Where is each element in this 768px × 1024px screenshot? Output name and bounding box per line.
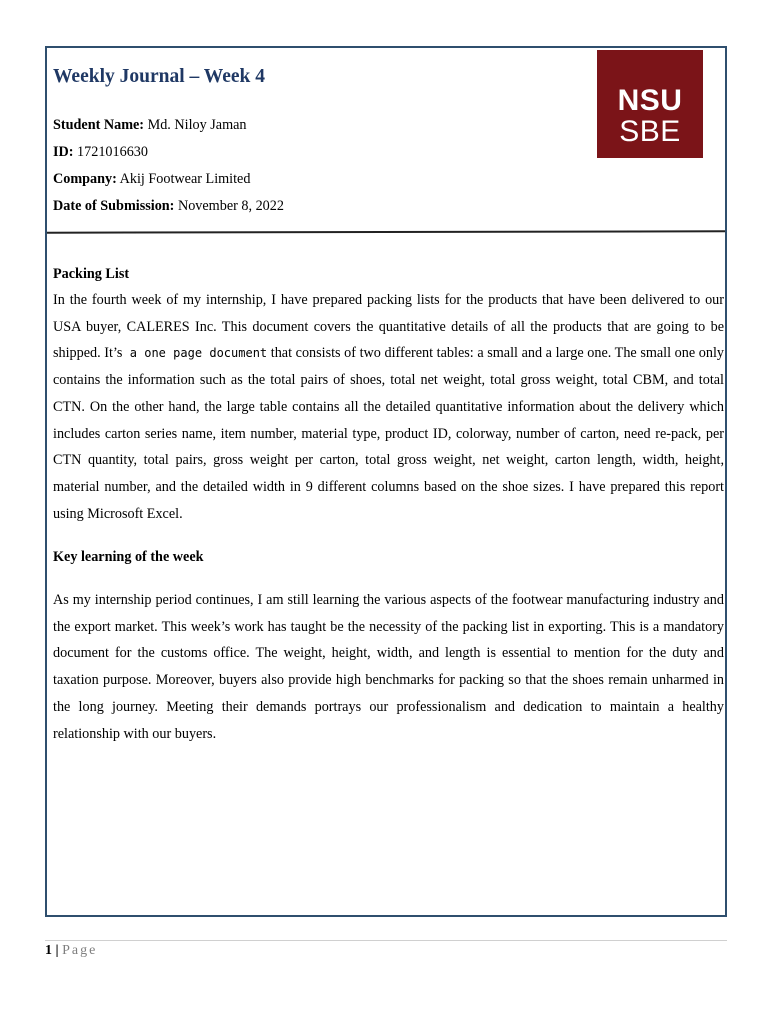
company-label: Company: xyxy=(53,171,117,187)
packing-list-heading: Packing List xyxy=(53,266,130,282)
student-name-line xyxy=(53,116,247,134)
page-number: 1 xyxy=(45,943,52,958)
student-name-value: Md. Niloy Jaman xyxy=(147,117,247,133)
packing-list-text-mono: a one page document xyxy=(122,346,268,361)
packing-list-paragraph xyxy=(53,287,724,527)
id-label: ID: xyxy=(53,144,74,160)
page-frame xyxy=(45,46,727,917)
company-value: Akij Footwear Limited xyxy=(119,171,251,187)
id-value: 1721016630 xyxy=(77,144,148,160)
submission-date-label: Date of Submission: xyxy=(53,198,175,214)
id-line xyxy=(53,143,148,161)
page-label: Page xyxy=(62,943,98,958)
packing-list-text-1: In the fourth week of my internship, I have prepared packing lists for the products that have been delivered to our USA buyer, CALERES Inc. This document covers the quantitative details of all the products that are going to be shipped. It’s xyxy=(53,292,724,362)
packing-list-text-2: that consists of two different tables: a small and a large one. The small one only contains the information such as the total pairs of shoes, total net weight, total gross weight, total CBM, and total CTN. On the other hand, the large table contains all the detailed quantitative information about the delivery which includes carton series name, item number, material type, product ID, colorway, number of carton, need re-pack, per CTN quantity, total pairs, gross weight per carton, total gross weight, net weight, carton length, width, height, material number, and the detailed width in 9 different columns based on the shoe sizes. I have prepared this report using Microsoft Excel. xyxy=(53,345,724,522)
submission-date-value: November 8, 2022 xyxy=(177,198,284,214)
footer-divider xyxy=(45,940,727,941)
header-divider xyxy=(47,230,725,233)
submission-date-line xyxy=(53,197,284,215)
footer-separator: | xyxy=(52,943,63,958)
student-name-label: Student Name: xyxy=(53,117,145,133)
key-learning-paragraph: As my internship period continues, I am still learning the various aspects of the footwear manufacturing industry and the export market. This week’s work has taught be the necessity of the packing list in exporting. This is a mandatory document for the customs office. The weight, height, width, and length is essential to mention for the duty and taxation purpose. Moreover, buyers also provide high benchmarks for packing so that the shoes remain unharmed in the long journey. Meeting their demands portrays our professionalism and dedication to maintain a healthy relationship with our buyers. xyxy=(53,592,724,742)
logo-line-2: SBE xyxy=(619,115,681,148)
company-line xyxy=(53,170,250,188)
nsu-sbe-logo xyxy=(597,50,703,158)
logo-line-1: NSU xyxy=(617,84,683,117)
key-learning-heading: Key learning of the week xyxy=(53,549,204,565)
page-footer xyxy=(45,943,97,959)
page-title: Weekly Journal – Week 4 xyxy=(53,66,265,87)
